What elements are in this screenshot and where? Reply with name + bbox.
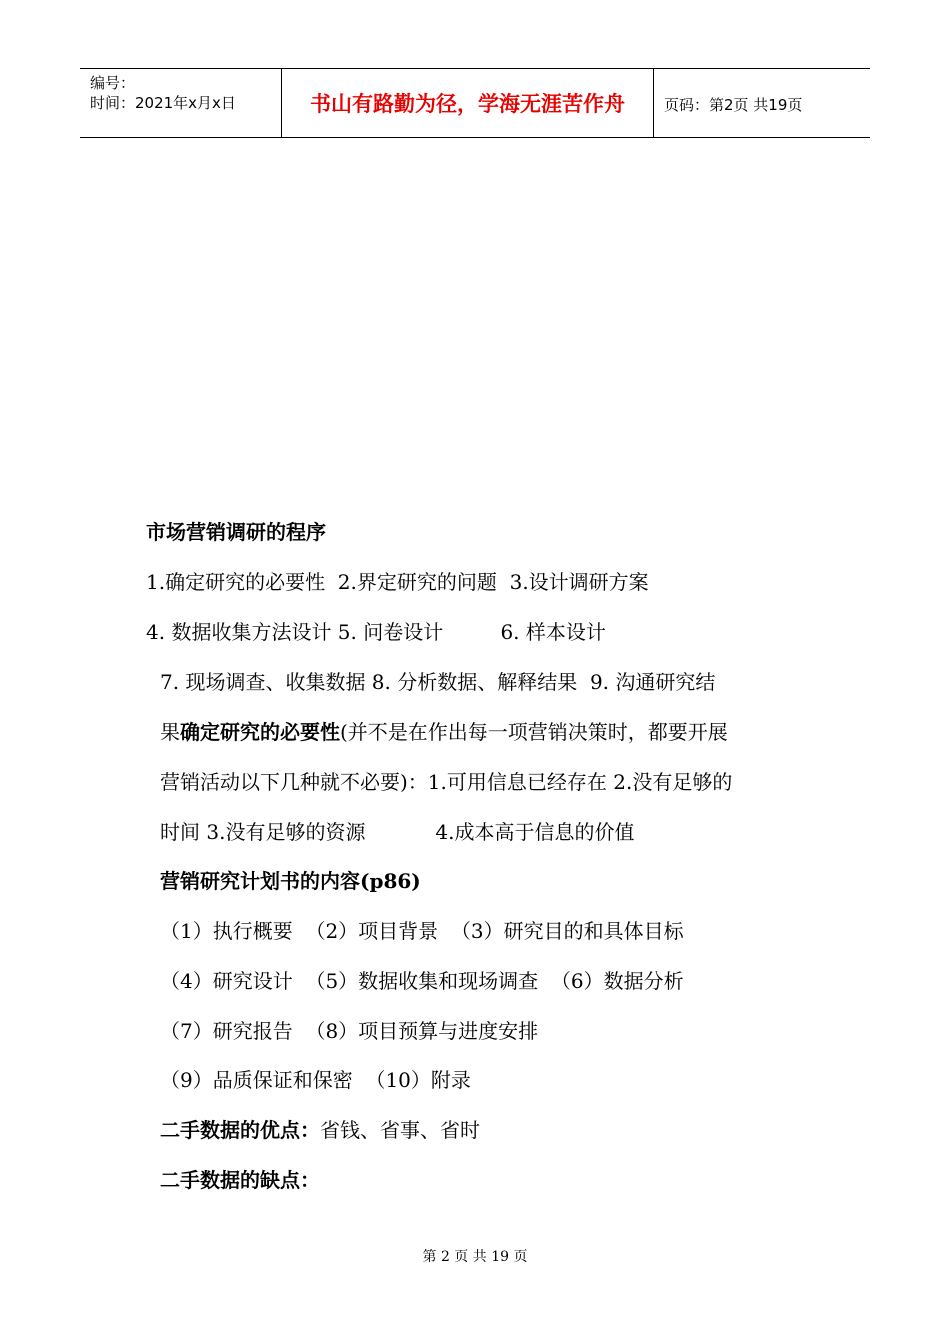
advantages-text: 省钱、省事、省时 xyxy=(320,1118,480,1142)
plan-line-2: （4）研究设计 （5）数据收集和现场调查 （6）数据分析 xyxy=(160,969,684,993)
advantages-label: 二手数据的优点： xyxy=(160,1118,320,1142)
paragraph-line-3: 时间 3.没有足够的资源 4.成本高于信息的价值 xyxy=(160,820,635,844)
paragraph-line-1 xyxy=(160,720,728,744)
header-page-info: 页码：第2页 共19页 xyxy=(664,95,803,114)
header-meta xyxy=(80,69,282,137)
plan-line-4: （9）品质保证和保密 （10）附录 xyxy=(160,1068,471,1092)
page-header xyxy=(80,68,870,138)
secondary-data-advantages xyxy=(160,1118,480,1142)
page-footer: 第 2 页 共 19 页 xyxy=(422,1249,528,1265)
document-date: 时间：2021年x月x日 xyxy=(90,94,236,112)
paragraph-prefix: 果 xyxy=(160,720,180,744)
document-number: 编号： xyxy=(90,74,136,92)
paragraph-bold-term: 确定研究的必要性 xyxy=(180,720,340,744)
paragraph-rest: (并不是在作出每一项营销决策时，都要开展 xyxy=(340,720,728,744)
secondary-data-disadvantages-label: 二手数据的缺点： xyxy=(160,1168,320,1192)
steps-line-3: 7. 现场调查、收集数据 8. 分析数据、解释结果 9. 沟通研究结 xyxy=(160,670,716,694)
paragraph-line-2: 营销活动以下几种就不必要)：1.可用信息已经存在 2.没有足够的 xyxy=(160,770,733,794)
plan-line-3: （7）研究报告 （8）项目预算与进度安排 xyxy=(160,1019,539,1043)
heading-research-plan: 营销研究计划书的内容(p86) xyxy=(160,869,421,893)
steps-line-2: 4. 数据收集方法设计 5. 问卷设计 6. 样本设计 xyxy=(146,620,606,644)
header-motto: 书山有路勤为径，学海无涯苦作舟 xyxy=(282,69,654,137)
plan-line-1: （1）执行概要 （2）项目背景 （3）研究目的和具体目标 xyxy=(160,919,684,943)
heading-research-procedure: 市场营销调研的程序 xyxy=(146,520,326,544)
steps-line-1: 1.确定研究的必要性 2.界定研究的问题 3.设计调研方案 xyxy=(146,570,649,594)
